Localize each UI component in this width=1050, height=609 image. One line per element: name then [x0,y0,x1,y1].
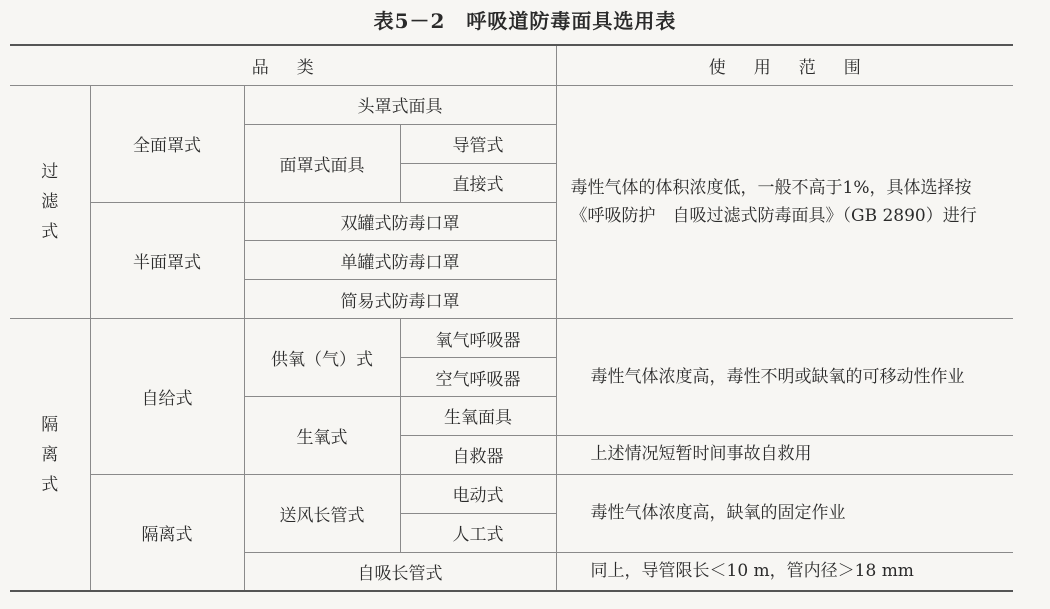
group-filter-label: 过滤式 [41,162,59,243]
tube-type: 导管式 [400,124,556,163]
half-face-type: 半面罩式 [90,202,244,319]
simple-mask: 简易式防毒口罩 [244,280,556,319]
manual-type: 人工式 [400,513,556,552]
full-face-type: 全面罩式 [90,85,244,202]
mask-selection-table [10,44,1013,592]
electric-type: 电动式 [400,474,556,513]
face-mask: 面罩式面具 [244,124,400,202]
group-isolation-label: 隔离式 [41,414,59,495]
air-breather: 空气呼吸器 [400,358,556,397]
self-contained-usage: 毒性气体浓度高，毒性不明或缺氧的可移动性作业 [556,319,1013,436]
isolated-type: 隔离式 [90,474,244,591]
header-row [10,45,1013,85]
double-canister-mask: 双罐式防毒口罩 [244,202,556,241]
table-row [10,319,1013,358]
air-hose-usage: 毒性气体浓度高，缺氧的固定作业 [556,474,1013,552]
header-usage: 使用范围 [556,45,1013,85]
self-rescuer: 自救器 [400,435,556,474]
oxygen-gen-mask: 生氧面具 [400,397,556,436]
filter-usage: 毒性气体的体积浓度低，一般不高于1%，具体选择按《呼吸防护 自吸过滤式防毒面具》（GB 2890）进行 [556,85,1013,318]
table-row [10,85,1013,124]
direct-type: 直接式 [400,163,556,202]
table-row [10,474,1013,513]
table-title: 表5－2 呼吸道防毒面具选用表 [373,9,677,33]
oxygen-breather: 氧气呼吸器 [400,319,556,358]
group-filter [10,85,90,318]
single-canister-mask: 单罐式防毒口罩 [244,241,556,280]
head-mask: 头罩式面具 [244,85,556,124]
self-suction-usage: 同上，导管限长＜10 m，管内径＞18 mm [556,552,1013,591]
oxygen-gen-type: 生氧式 [244,397,400,475]
header-category: 品类 [10,45,556,85]
self-contained-type: 自给式 [90,319,244,475]
air-hose-type: 送风长管式 [244,474,400,552]
group-isolation [10,319,90,591]
oxygen-supply-type: 供氧（气）式 [244,319,400,397]
self-rescuer-usage: 上述情况短暂时间事故自救用 [556,435,1013,474]
self-suction-hose: 自吸长管式 [244,552,556,591]
